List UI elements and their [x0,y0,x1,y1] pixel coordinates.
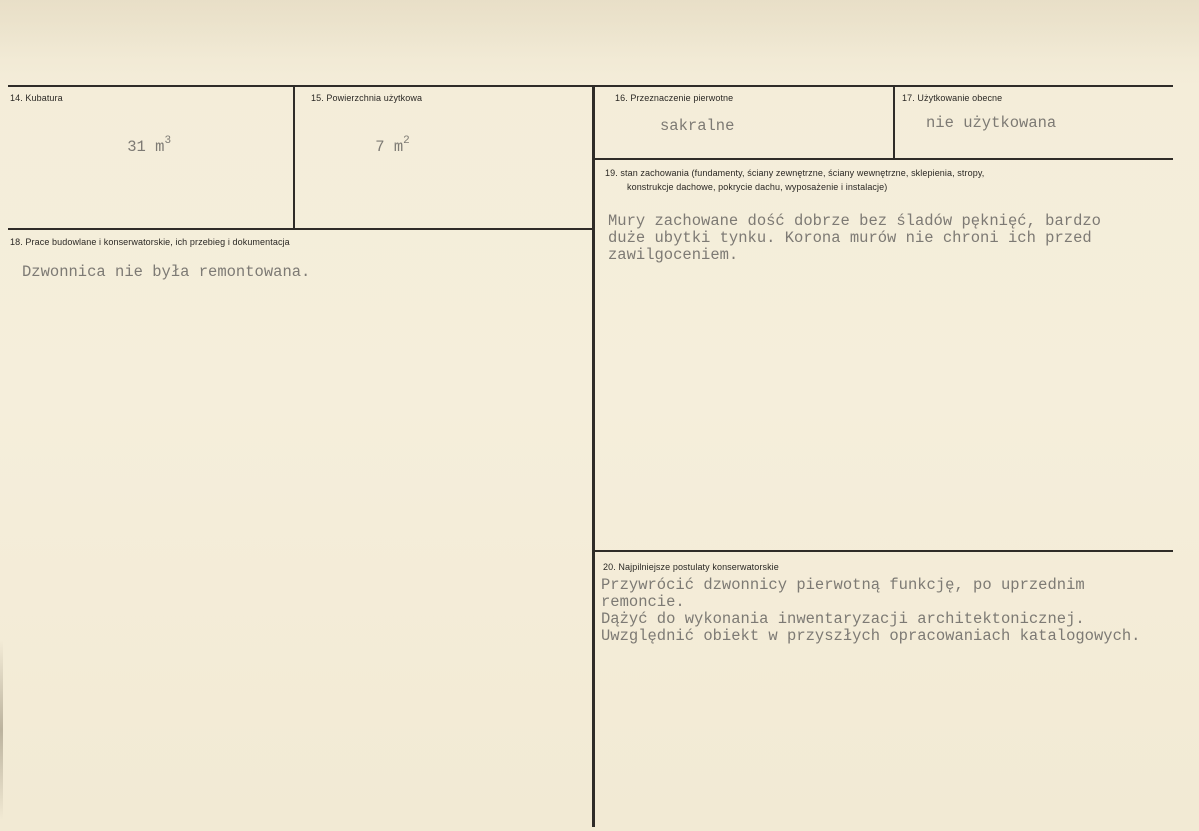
stan-zachowania-label-line1: 19. stan zachowania (fundamenty, ściany zewnętrzne, ściany wewnętrzne, sklepienia, stropy, [605,168,985,178]
rule-above-20 [595,550,1173,552]
stan-zachowania-label-line2: konstrukcje dachowe, pokrycie dachu, wyposażenie i instalacje) [627,182,888,192]
powierzchnia-number: 7 m [375,138,404,156]
uzytkowanie-label: 17. Użytkowanie obecne [902,93,1003,103]
przeznaczenie-value: sakralne [660,117,735,135]
powierzchnia-unit-exponent: 2 [403,135,410,147]
kubatura-unit-exponent: 3 [164,135,172,147]
rule-under-16-17 [595,158,1173,160]
divider-16-17 [893,87,895,158]
top-rule [8,85,1173,87]
prace-value: Dzwonnica nie była remontowana. [22,263,311,281]
postulaty-value: Przywrócić dzwonnicy pierwotną funkcję, po uprzednim remoncie. Dążyć do wykonania inwentaryzacji architektonicznej. Uwzględnić obiekt w przyszłych opracowaniach katalogowych. [601,576,1141,645]
postulaty-label: 20. Najpilniejsze postulaty konserwatorskie [603,562,779,572]
stan-zachowania-value: Mury zachowane dość dobrze bez śladów pęknięć, bardzo duże ubytki tynku. Korona murów nie chroni ich przed zawilgoceniem. [608,212,1101,264]
scan-top-band [0,0,1199,86]
powierzchnia-value [338,122,410,175]
prace-label: 18. Prace budowlane i konserwatorskie, ich przebieg i dokumentacja [10,237,290,247]
kubatura-value [90,122,171,175]
kubatura-number: 31 m [127,138,165,156]
kubatura-label: 14. Kubatura [10,93,63,103]
uzytkowanie-value: nie użytkowana [926,114,1057,132]
przeznaczenie-label: 16. Przeznaczenie pierwotne [615,93,734,103]
powierzchnia-label: 15. Powierzchnia użytkowa [311,93,423,103]
scan-edge-mark [0,640,3,820]
center-divider [592,87,595,827]
rule-under-14-15 [8,228,592,230]
divider-14-15 [293,87,295,229]
